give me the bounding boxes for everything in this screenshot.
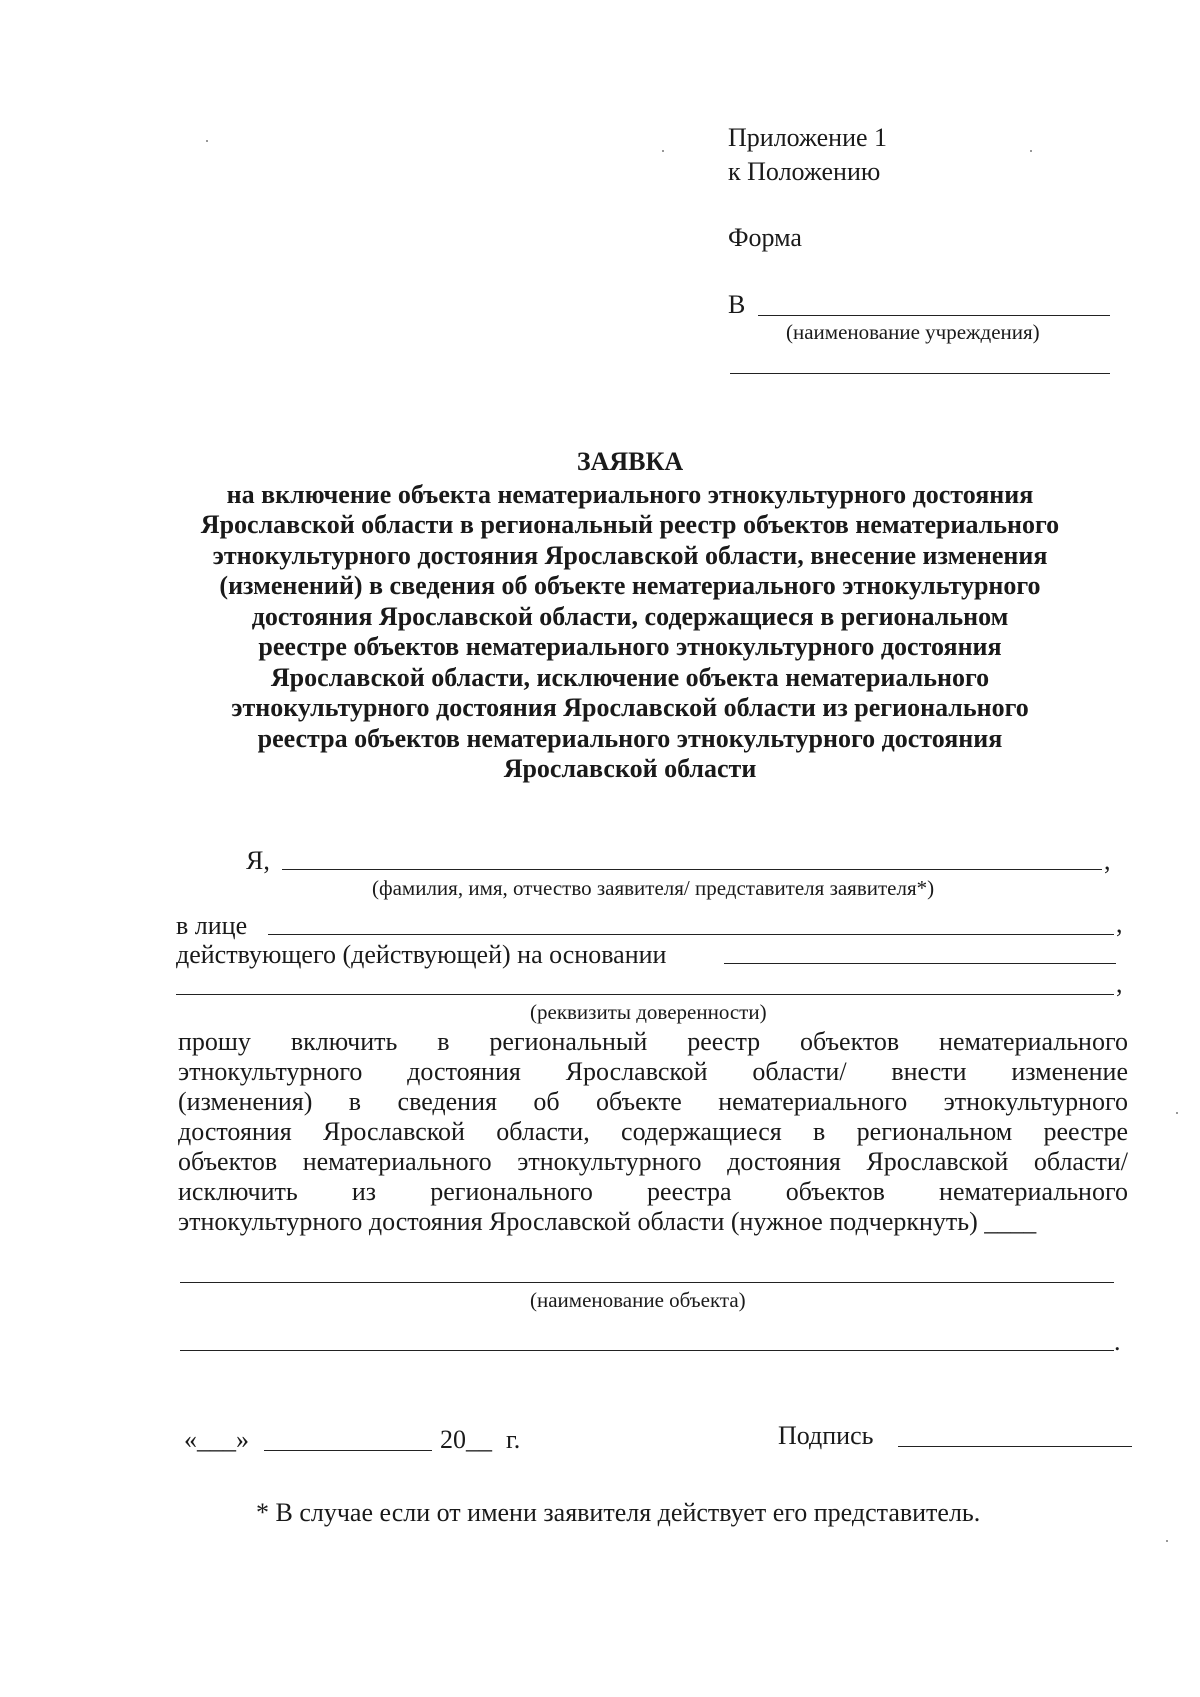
title-line: достояния Ярославской области, содержащиеся в региональном — [251, 601, 1009, 631]
basis-line[interactable] — [724, 963, 1116, 964]
paragraph-line: этнокультурного достояния Ярославской области/ внести изменение — [178, 1057, 1128, 1086]
date-open-quote: « — [184, 1425, 197, 1454]
object-name-line[interactable] — [180, 1282, 1114, 1283]
scan-speck — [1176, 1112, 1178, 1114]
form-label: Форма — [728, 223, 802, 252]
applicant-comma: , — [1104, 846, 1111, 875]
basis-comma: , — [1116, 969, 1123, 998]
date-field[interactable] — [184, 1424, 249, 1455]
title-line: реестре объектов нематериального этнокультурного достояния — [258, 632, 1002, 661]
signature-label: Подпись — [778, 1421, 874, 1450]
person-label: в лице — [176, 911, 248, 940]
title-line: Ярославской области — [503, 754, 757, 783]
paragraph-line: (изменения) в сведения об объекте нематериального этнокультурного — [178, 1087, 1128, 1116]
title-line: Ярославской области, исключение объекта нематериального — [270, 662, 990, 692]
year-field[interactable] — [440, 1424, 492, 1455]
object-name-line-2[interactable] — [180, 1350, 1114, 1351]
title-line: этнокультурного достояния Ярославской области из регионального — [231, 693, 1029, 722]
footnote: * В случае если от имени заявителя действует его представитель. — [256, 1498, 981, 1527]
paragraph-line: объектов нематериального этнокультурного достояния Ярославской области/ — [178, 1147, 1128, 1176]
request-paragraph — [178, 1027, 1128, 1237]
applicant-name-line[interactable] — [282, 869, 1102, 870]
title-line: реестра объектов нематериального этнокультурного достояния — [257, 723, 1003, 753]
paragraph-line: достояния Ярославской области, содержащиеся в региональном реестре — [178, 1117, 1128, 1146]
year-suffix: г. — [506, 1425, 521, 1454]
title-line: на включение объекта нематериального этнокультурного достояния — [226, 479, 1034, 509]
regulation-label: к Положению — [728, 157, 881, 186]
signature-line[interactable] — [898, 1446, 1132, 1447]
day-blank[interactable]: ___ — [197, 1425, 236, 1454]
date-close-quote: » — [236, 1425, 249, 1454]
poa-caption: (реквизиты доверенности) — [530, 1000, 767, 1024]
scan-speck — [1166, 1540, 1168, 1542]
fio-caption: (фамилия, имя, отчество заявителя/ представителя заявителя*) — [372, 876, 935, 900]
title-line: Ярославской области в региональный реестр объектов нематериального — [200, 510, 1060, 539]
scan-speck — [662, 150, 664, 152]
paragraph-line: этнокультурного достояния Ярославской области (нужное подчеркнуть) ____ — [178, 1207, 1037, 1236]
person-line[interactable] — [268, 934, 1114, 935]
title-line: (изменений) в сведения об объекте нематериального этнокультурного — [219, 571, 1041, 600]
title-heading: ЗАЯВКА — [576, 447, 684, 476]
institution-caption: (наименование учреждения) — [786, 320, 1040, 344]
title-line: этнокультурного достояния Ярославской области, внесение изменения — [212, 540, 1048, 570]
scan-speck — [206, 140, 208, 142]
object-caption: (наименование объекта) — [530, 1288, 746, 1312]
basis-line-2[interactable] — [176, 994, 1114, 995]
applicant-prefix: Я, — [246, 846, 270, 875]
recipient-prefix: В — [728, 290, 746, 319]
document-title — [140, 447, 1120, 785]
recipient-line[interactable] — [758, 315, 1110, 316]
year-prefix: 20 — [440, 1425, 466, 1454]
appendix-label: Приложение 1 — [728, 123, 888, 152]
year-blank[interactable]: __ — [466, 1425, 492, 1454]
month-line[interactable] — [264, 1450, 432, 1451]
person-comma: , — [1116, 909, 1123, 938]
basis-label: действующего (действующей) на основании — [176, 940, 667, 969]
paragraph-line: исключить из регионального реестра объектов нематериального — [178, 1177, 1128, 1206]
scan-speck — [1030, 150, 1032, 152]
paragraph-line: прошу включить в региональный реестр объектов нематериального — [178, 1027, 1128, 1056]
recipient-line-2[interactable] — [730, 373, 1110, 374]
object-period: . — [1114, 1327, 1121, 1356]
